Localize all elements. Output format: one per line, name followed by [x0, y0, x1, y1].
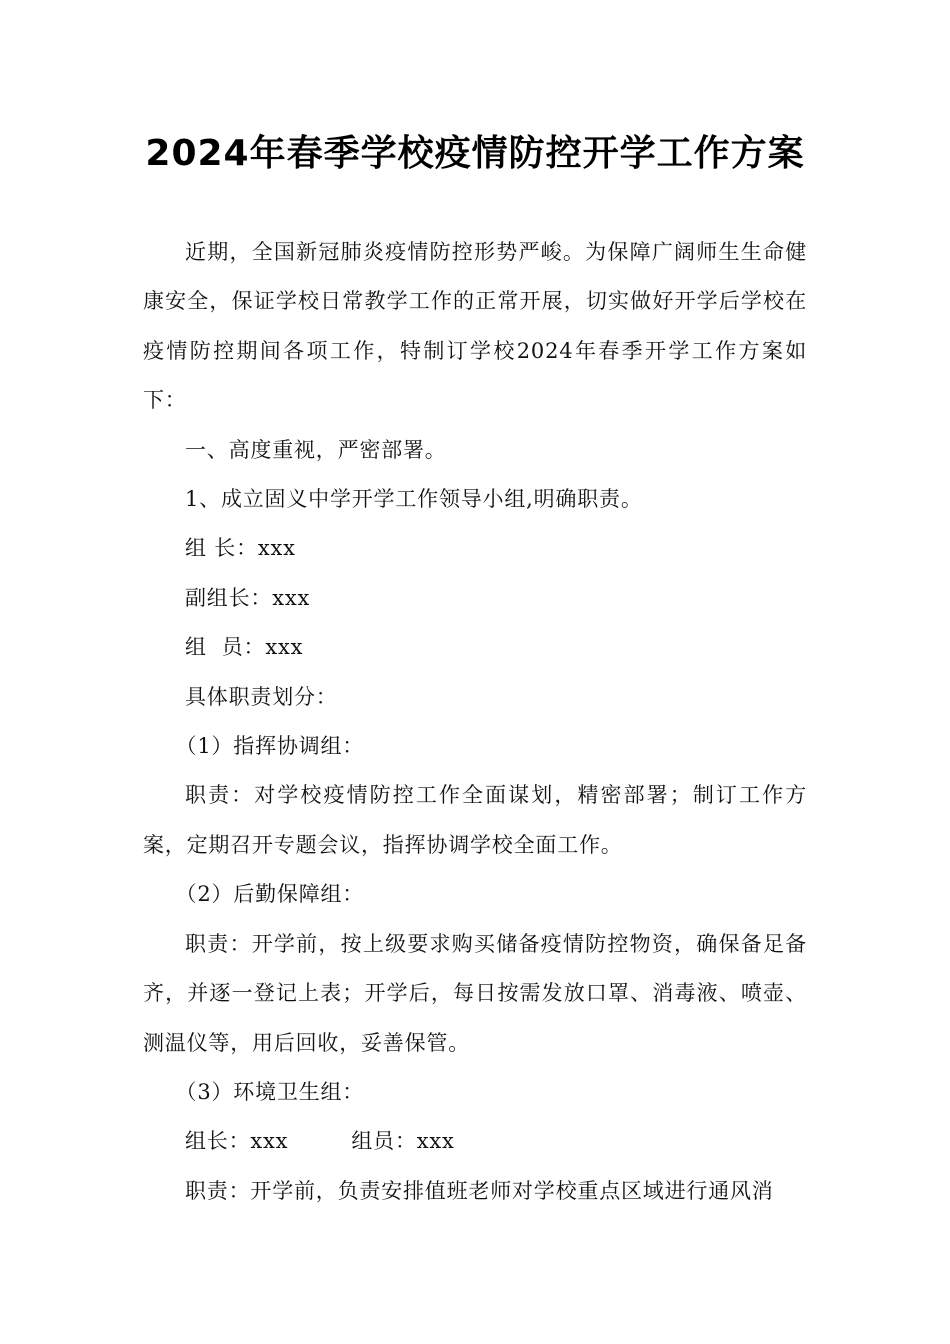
item-heading: 1、成立固义中学开学工作领导小组,明确职责。: [185, 487, 643, 512]
group1-heading: （1）指挥协调组：: [175, 734, 365, 759]
group3-roster: [143, 1117, 807, 1166]
group1-duty: 职责：对学校疫情防控工作全面谋划，精密部署；制订工作方案，定期召开专题会议，指挥协调学校全面工作。: [143, 783, 807, 857]
group2-duty: 职责：开学前，按上级要求购买储备疫情防控物资，确保备足备齐，并逐一登记上表；开学后，每日按需发放口罩、消毒液、喷壶、测温仪等，用后回收，妥善保管。: [143, 931, 807, 1055]
group2-heading: （2）后勤保障组：: [175, 882, 365, 907]
group-leader-line: 组 长：xxx: [185, 536, 296, 561]
section-heading: 一、高度重视，严密部署。: [185, 437, 447, 462]
document-title: 2024年春季学校疫情防控开学工作方案: [145, 133, 805, 174]
group3-leader: 组长：xxx: [185, 1129, 289, 1154]
group3-heading: （3）环境卫生组：: [175, 1079, 365, 1104]
duties-intro: 具体职责划分：: [185, 684, 338, 709]
group-members-line: 组 员：xxx: [185, 635, 304, 660]
document-body: [143, 228, 807, 1216]
group3-duty: 职责：开学前，负责安排值班老师对学校重点区域进行通风消: [185, 1178, 774, 1203]
intro-paragraph: 近期，全国新冠肺炎疫情防控形势严峻。为保障广阔师生生命健康安全，保证学校日常教学工作的正常开展，切实做好开学后学校在疫情防控期间各项工作，特制订学校2024年春季开学工作方案如下：: [143, 240, 807, 413]
deputy-leader-line: 副组长：xxx: [185, 585, 311, 610]
group3-members: 组员：xxx: [351, 1129, 455, 1154]
